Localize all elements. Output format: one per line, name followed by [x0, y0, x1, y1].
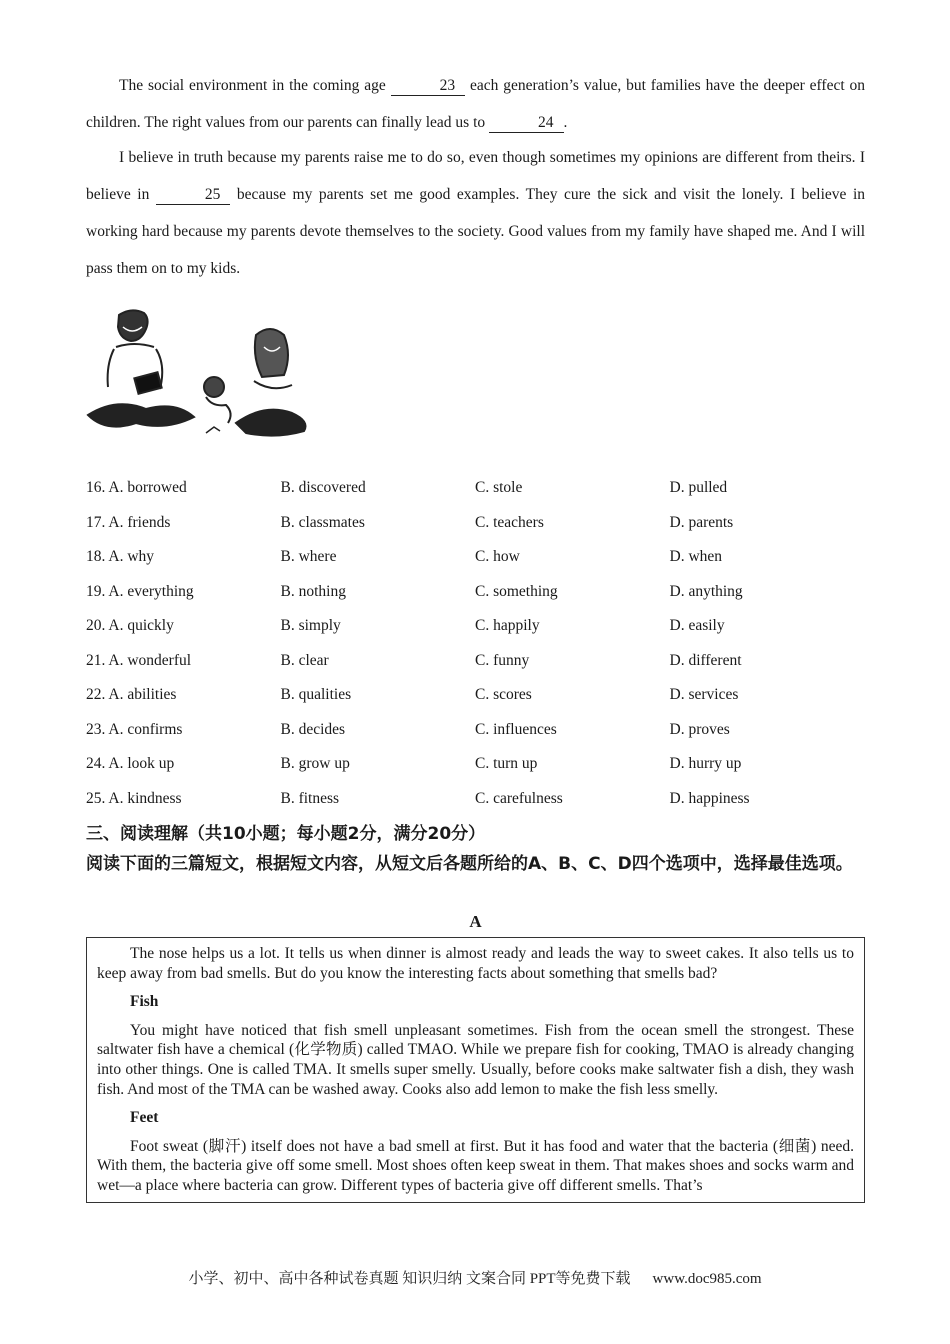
- option-a: 23. A. confirms: [86, 720, 183, 738]
- option-row: [86, 575, 865, 610]
- option-c: C. something: [475, 582, 558, 600]
- cloze-paragraph-1: [86, 67, 865, 141]
- text-segment: because my parents set me good examples. They cure the sick and visit the lonely. I believe in working hard because my parents devote themselves to the society. Good values from my family have shaped me. And I will pass them on to my kids.: [86, 186, 865, 277]
- text-segment: I believe in truth because my parents raise me to do so, even though sometimes my opinions are different from theirs. I believe in: [86, 149, 865, 203]
- option-row: [86, 678, 865, 713]
- option-b: B. fitness: [280, 789, 340, 807]
- text-segment: .: [563, 114, 568, 131]
- passage-a-box: [86, 937, 865, 1203]
- option-c: C. scores: [475, 686, 532, 703]
- option-d: D. parents: [669, 513, 734, 531]
- footer-text: 小学、初中、高中各种试卷真题 知识归纳 文案合同 PPT等免费下载: [188, 1271, 631, 1287]
- fish-paragraph: You might have noticed that fish smell unpleasant sometimes. Fish from the ocean smell the strongest. These saltwater fish have a chemical (化学物质) called TMAO. While we prepare fish for cooking, TMAO is already changing into other things. One is called TMA. It smells super smelly. Usually, before cooks make saltwater fish a dish, they wash fish. And most of the TMA can be washed away. Cooks also add lemon to make the fish less smelly.: [97, 1021, 854, 1098]
- option-row: [86, 540, 865, 575]
- option-d: D. different: [669, 651, 742, 669]
- option-d: D. happiness: [669, 789, 750, 807]
- option-a: 24. A. look up: [86, 755, 175, 772]
- passage-label: A: [469, 912, 482, 931]
- option-d: D. anything: [669, 582, 743, 600]
- option-a: 20. A. quickly: [86, 617, 174, 634]
- fish-heading: Fish: [130, 993, 159, 1011]
- option-c: C. how: [475, 548, 520, 565]
- text-segment: each generation’s value, but families have the deeper effect on children. The right values from our parents can finally lead us to: [86, 77, 865, 131]
- option-a: 21. A. wonderful: [86, 651, 192, 669]
- option-b: B. simply: [280, 617, 341, 634]
- option-row: [86, 609, 865, 644]
- section-instructions: 阅读下面的三篇短文，根据短文内容，从短文后各题所给的A、B、C、D四个选项中，选择最佳选项。: [86, 854, 853, 874]
- option-d: D. proves: [669, 720, 730, 738]
- option-c: C. happily: [475, 617, 540, 634]
- option-d: D. when: [669, 548, 723, 565]
- option-d: D. services: [669, 686, 739, 703]
- option-row: [86, 747, 865, 782]
- option-c: C. stole: [475, 479, 523, 496]
- answer-options: [86, 471, 865, 816]
- feet-paragraph: Foot sweat (脚汗) itself does not have a bad smell at first. But it has food and water that the bacteria (细菌) need. With them, the bacteria give off some smell. Most shoes often keep sweat in them. That makes shoes and socks warm and wet—a place where bacteria can grow. Different types of bacteria give off different smells. That’s: [97, 1137, 854, 1194]
- blank-23: 23: [391, 77, 466, 96]
- option-a: 25. A. kindness: [86, 789, 182, 807]
- option-b: B. discovered: [280, 479, 366, 496]
- option-row: [86, 644, 865, 679]
- option-a: 19. A. everything: [86, 582, 194, 600]
- option-c: C. funny: [475, 651, 530, 669]
- option-d: D. pulled: [669, 479, 728, 496]
- option-c: C. carefulness: [475, 789, 563, 807]
- option-a: 17. A. friends: [86, 513, 171, 531]
- family-reading-illustration: [86, 305, 311, 445]
- option-b: B. clear: [280, 651, 329, 669]
- option-c: C. turn up: [475, 755, 538, 772]
- cloze-paragraph-2: [86, 139, 865, 287]
- option-a: 16. A. borrowed: [86, 479, 187, 496]
- blank-25: 25: [156, 186, 231, 205]
- option-b: B. nothing: [280, 582, 346, 600]
- text-segment: The social environment in the coming age: [119, 77, 391, 94]
- option-row: [86, 471, 865, 506]
- blank-24: 24: [489, 114, 564, 133]
- option-c: C. teachers: [475, 513, 544, 531]
- option-c: C. influences: [475, 720, 557, 738]
- option-row: [86, 713, 865, 748]
- option-row: [86, 782, 865, 817]
- passage-intro: The nose helps us a lot. It tells us when dinner is almost ready and leads the way to sweet cakes. It also tells us to keep away from bad smells. But do you know the interesting facts about something that smells bad?: [97, 945, 854, 982]
- option-b: B. decides: [280, 720, 346, 738]
- option-b: B. grow up: [280, 755, 350, 772]
- option-a: 22. A. abilities: [86, 686, 177, 703]
- option-b: B. qualities: [280, 686, 352, 703]
- option-d: D. hurry up: [669, 755, 742, 772]
- option-b: B. classmates: [280, 513, 365, 531]
- option-b: B. where: [280, 548, 337, 565]
- option-row: [86, 506, 865, 541]
- feet-heading: Feet: [130, 1109, 159, 1127]
- section-title: 三、阅读理解（共10小题；每小题2分，满分20分）: [86, 824, 486, 844]
- option-a: 18. A. why: [86, 548, 155, 565]
- page-footer: [0, 1268, 950, 1290]
- footer-url[interactable]: www.doc985.com: [652, 1271, 762, 1287]
- option-d: D. easily: [669, 617, 725, 634]
